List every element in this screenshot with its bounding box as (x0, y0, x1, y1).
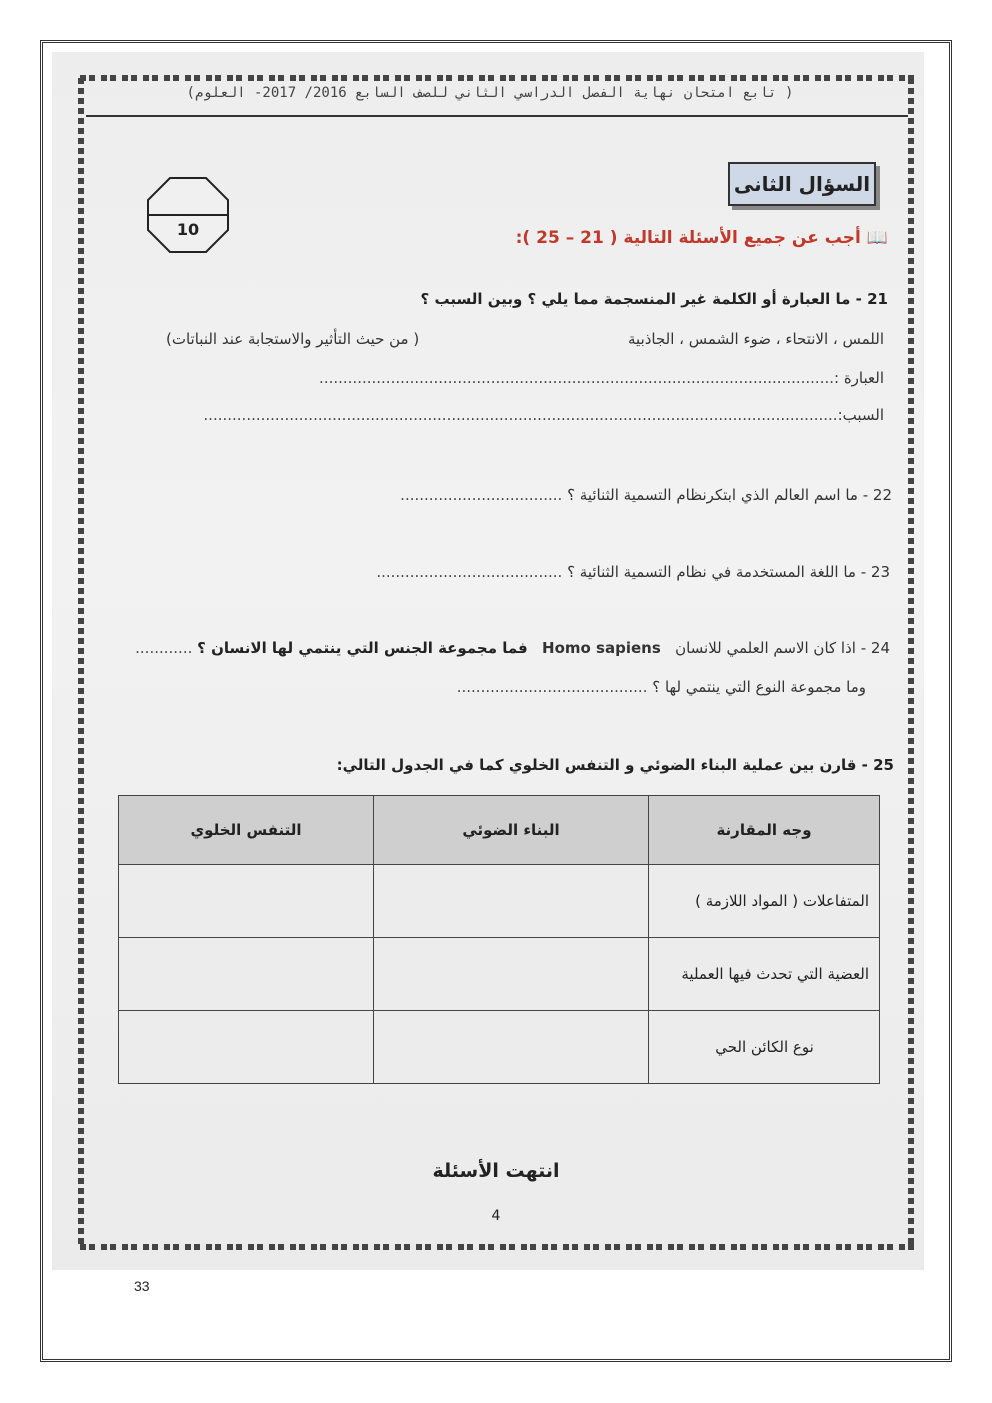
decorative-border-bottom (80, 1244, 916, 1250)
q21-context: ( من حيث التأثير والاستجابة عند النباتات) (166, 330, 420, 348)
q24-species-answer-line[interactable]: ........................................ (456, 678, 648, 696)
answer-cell[interactable] (119, 1011, 374, 1084)
q24-text-c: وما مجموعة النوع التي ينتمي لها ؟ (652, 678, 866, 696)
answer-cell[interactable] (119, 938, 374, 1011)
table-row (119, 938, 880, 1011)
instruction-text: أجب عن جميع الأسئلة التالية ( 21 – 25 ): (515, 228, 861, 248)
decorative-border-left (78, 78, 84, 1248)
table-header-row (119, 796, 880, 865)
instruction (516, 228, 888, 248)
document-page-number: 33 (134, 1278, 150, 1294)
q21-text: 21 - ما العبارة أو الكلمة غير المنسجمة مما يلي ؟ وبين السبب ؟ (420, 290, 888, 308)
phrase-answer-line[interactable]: ............................................................................................................ (319, 369, 834, 387)
phrase-label: العبارة : (834, 369, 884, 387)
answer-cell[interactable] (119, 865, 374, 938)
row-label: العضية التي تحدث فيها العملية (649, 938, 880, 1011)
answer-cell[interactable] (374, 1011, 649, 1084)
q21-phrase (319, 369, 884, 387)
q24-genus-answer-line[interactable]: ............ (135, 639, 193, 657)
inner-page-number: 4 (491, 1208, 501, 1224)
reason-answer-line[interactable]: ..................................................................................................................................... (203, 406, 838, 424)
q24-line1 (135, 639, 890, 657)
answer-cell[interactable] (374, 865, 649, 938)
decorative-border-right (908, 78, 914, 1248)
row-label: نوع الكائن الحي (649, 1011, 880, 1084)
table-header: البناء الضوئي (374, 796, 649, 865)
q21-reason (203, 406, 884, 424)
end-of-questions: انتهت الأسئلة (432, 1160, 560, 1182)
q23-text: 23 - ما اللغة المستخدمة في نظام التسمية الثنائية ؟ (567, 563, 890, 581)
q23 (376, 563, 890, 581)
table-row (119, 865, 880, 938)
comparison-table (118, 795, 880, 1084)
q21-words: اللمس ، الانتحاء ، ضوء الشمس ، الجاذبية (628, 330, 884, 348)
book-icon: 📖 (866, 228, 888, 248)
q24-line2 (457, 678, 866, 696)
header-divider (86, 115, 908, 117)
table-row (119, 1011, 880, 1084)
q25-text: 25 - قارن بين عملية البناء الضوئي و التنفس الخلوي كما في الجدول التالي: (336, 756, 894, 774)
reason-label: السبب: (837, 406, 884, 424)
table-header: التنفس الخلوي (119, 796, 374, 865)
q24-text-b: فما مجموعة الجنس التي ينتمي لها الانسان ؟ (197, 639, 528, 657)
row-label: المتفاعلات ( المواد اللازمة ) (649, 865, 880, 938)
q22-answer-line[interactable]: .................................. (400, 486, 563, 504)
answer-cell[interactable] (374, 938, 649, 1011)
question-title: السؤال الثانى (728, 162, 876, 206)
q22 (400, 486, 892, 504)
score-badge (146, 176, 230, 254)
scientific-name: Homo sapiens (542, 639, 661, 657)
q23-answer-line[interactable]: ....................................... (376, 563, 563, 581)
score-value: 10 (176, 220, 200, 239)
q22-text: 22 - ما اسم العالم الذي ابتكرنظام التسمية الثنائية ؟ (567, 486, 892, 504)
table-header: وجه المقارنة (649, 796, 880, 865)
q24-text-a: 24 - اذا كان الاسم العلمي للانسان (675, 639, 890, 657)
exam-header: ( تابع امتحان نهاية الفصل الدراسي الثاني للصف السابع 2016/ 2017- العلوم) (186, 85, 794, 101)
decorative-border-top (80, 75, 916, 81)
